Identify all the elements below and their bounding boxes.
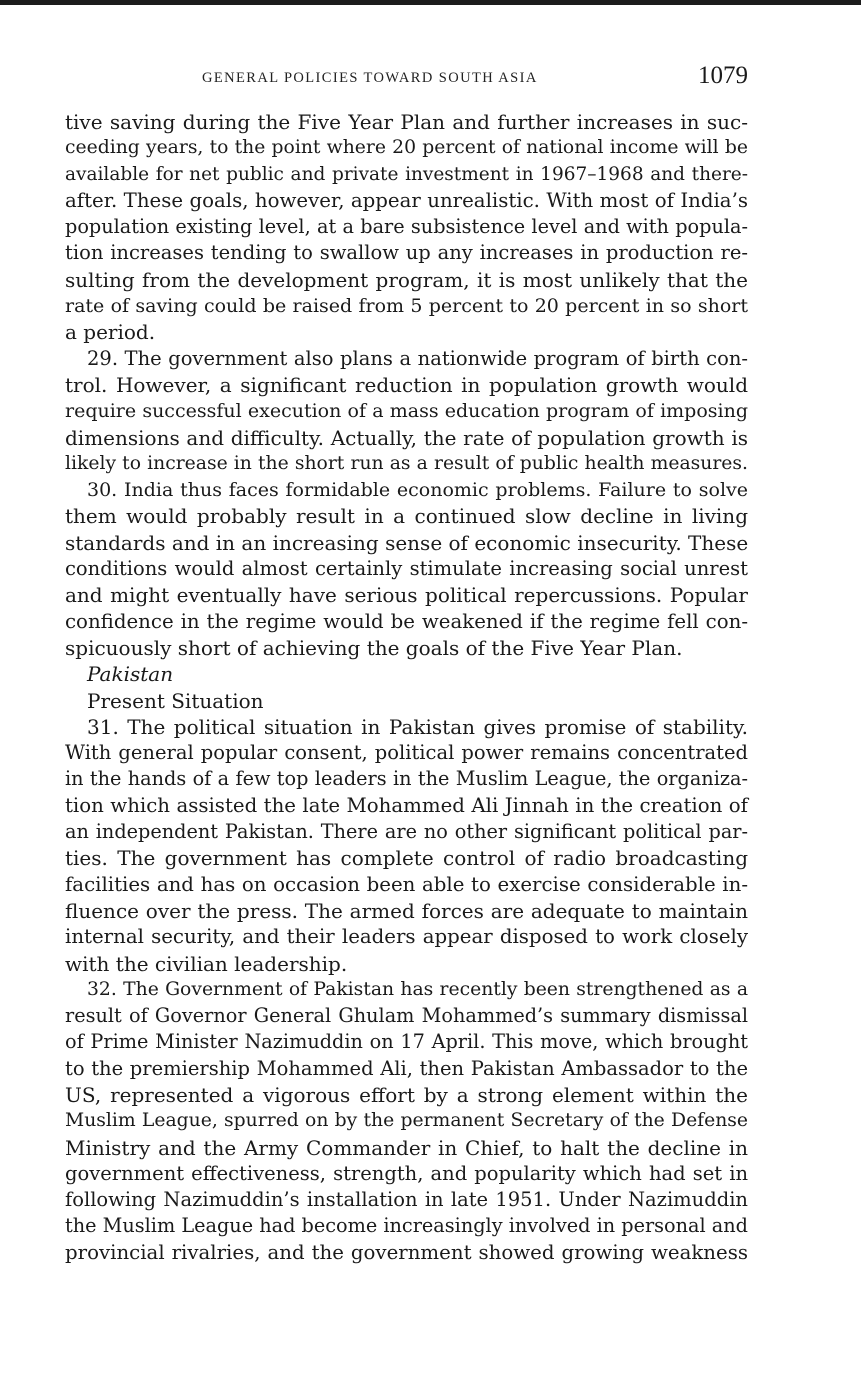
text-line: a period.: [65, 320, 156, 345]
text-line: tive saving during the Five Year Plan and further increases in suc-: [65, 110, 748, 134]
text-line: them would probably result in a continued slow decline in living: [65, 504, 748, 529]
text-line: require successful execution of a mass education program of imposing: [65, 400, 748, 423]
paragraph-32: [65, 977, 748, 1266]
text-line: With general popular consent, political power remains concentrated: [65, 741, 748, 765]
text-line: internal security, and their leaders appear disposed to work closely: [65, 925, 748, 949]
text-line: result of Governor General Ghulam Mohammed’s summary dismissal: [65, 1004, 748, 1028]
text-line: standards and in an increasing sense of economic insecurity. These: [65, 530, 749, 555]
text-line: tion which assisted the late Mohammed Ali Jinnah in the creation of: [65, 793, 748, 817]
page-top-border: [0, 0, 861, 5]
text-line: of Prime Minister Nazimuddin on 17 April. This move, which brought: [65, 1030, 748, 1054]
text-line: after. These goals, however, appear unrealistic. With most of India’s: [65, 188, 748, 212]
text-line: conditions would almost certainly stimulate increasing social unrest: [65, 557, 748, 581]
text-line: available for net public and private investment in 1967–1968 and there-: [65, 163, 748, 185]
text-line: trol. However, a significant reduction in population growth would: [65, 372, 748, 397]
text-line: likely to increase in the short run as a result of public health measures.: [65, 452, 748, 474]
text-line: facilities and has on occasion been able to exercise considerable in-: [65, 872, 748, 896]
text-line: spicuously short of achieving the goals of the Five Year Plan.: [65, 635, 683, 660]
text-line: 31. The political situation in Pakistan gives promise of stability.: [87, 714, 748, 739]
text-line: ties. The government has complete control of radio broadcasting: [65, 846, 748, 871]
text-line: in the hands of a few top leaders in the Muslim League, the organiza-: [65, 767, 748, 791]
text-line: confidence in the regime would be weakened if the regime fell con-: [65, 609, 748, 633]
text-line: to the premiership Mohammed Ali, then Pakistan Ambassador to the: [65, 1056, 748, 1080]
paragraph-continued: [65, 109, 748, 346]
text-line: tion increases tending to swallow up any increases in production re-: [65, 241, 748, 265]
text-line: 32. The Government of Pakistan has recently been strengthened as a: [87, 978, 748, 1000]
text-line: Muslim League, spurred on by the permanent Secretary of the Defense: [65, 1110, 748, 1132]
text-line: US, represented a vigorous effort by a strong element within the: [65, 1082, 748, 1107]
text-line: the Muslim League had become increasingly involved in personal and: [65, 1214, 748, 1238]
page-number: 1079: [698, 62, 748, 89]
text-line: an independent Pakistan. There are no other significant political par-: [65, 820, 748, 844]
paragraph-31: [65, 714, 748, 977]
text-line: 30. India thus faces formidable economic problems. Failure to solve: [87, 479, 748, 502]
text-line: provincial rivalries, and the government showed growing weakness: [65, 1240, 748, 1264]
text-line: dimensions and difficulty. Actually, the rate of population growth is: [65, 425, 748, 450]
text-line: rate of saving could be raised from 5 percent to 20 percent in so short: [65, 295, 748, 318]
text-line: government effectiveness, strength, and popularity which had set in: [65, 1161, 748, 1185]
section-heading: Pakistan: [87, 662, 174, 687]
text-line: following Nazimuddin’s installation in late 1951. Under Nazimuddin: [65, 1188, 748, 1212]
text-line: and might eventually have serious political repercussions. Popular: [65, 583, 748, 608]
running-title: GENERAL POLICIES TOWARD SOUTH ASIA: [202, 70, 538, 86]
text-line: ceeding years, to the point where 20 percent of national income will be: [65, 137, 748, 159]
text-line: 29. The government also plans a nationwide program of birth con-: [87, 346, 748, 370]
running-header: [66, 62, 748, 94]
text-line: with the civilian leadership.: [65, 951, 348, 976]
text-line: fluence over the press. The armed forces are adequate to maintain: [65, 898, 748, 923]
text-line: population existing level, at a bare subsistence level and with popula-: [65, 215, 748, 239]
paragraph-29: [65, 346, 748, 477]
subsection-heading: Present Situation: [87, 688, 264, 713]
text-line: sulting from the development program, it is most unlikely that the: [65, 267, 748, 292]
paragraph-30: [65, 477, 748, 661]
body-text: [65, 109, 748, 1266]
text-line: Ministry and the Army Commander in Chief, to halt the decline in: [65, 1135, 748, 1160]
